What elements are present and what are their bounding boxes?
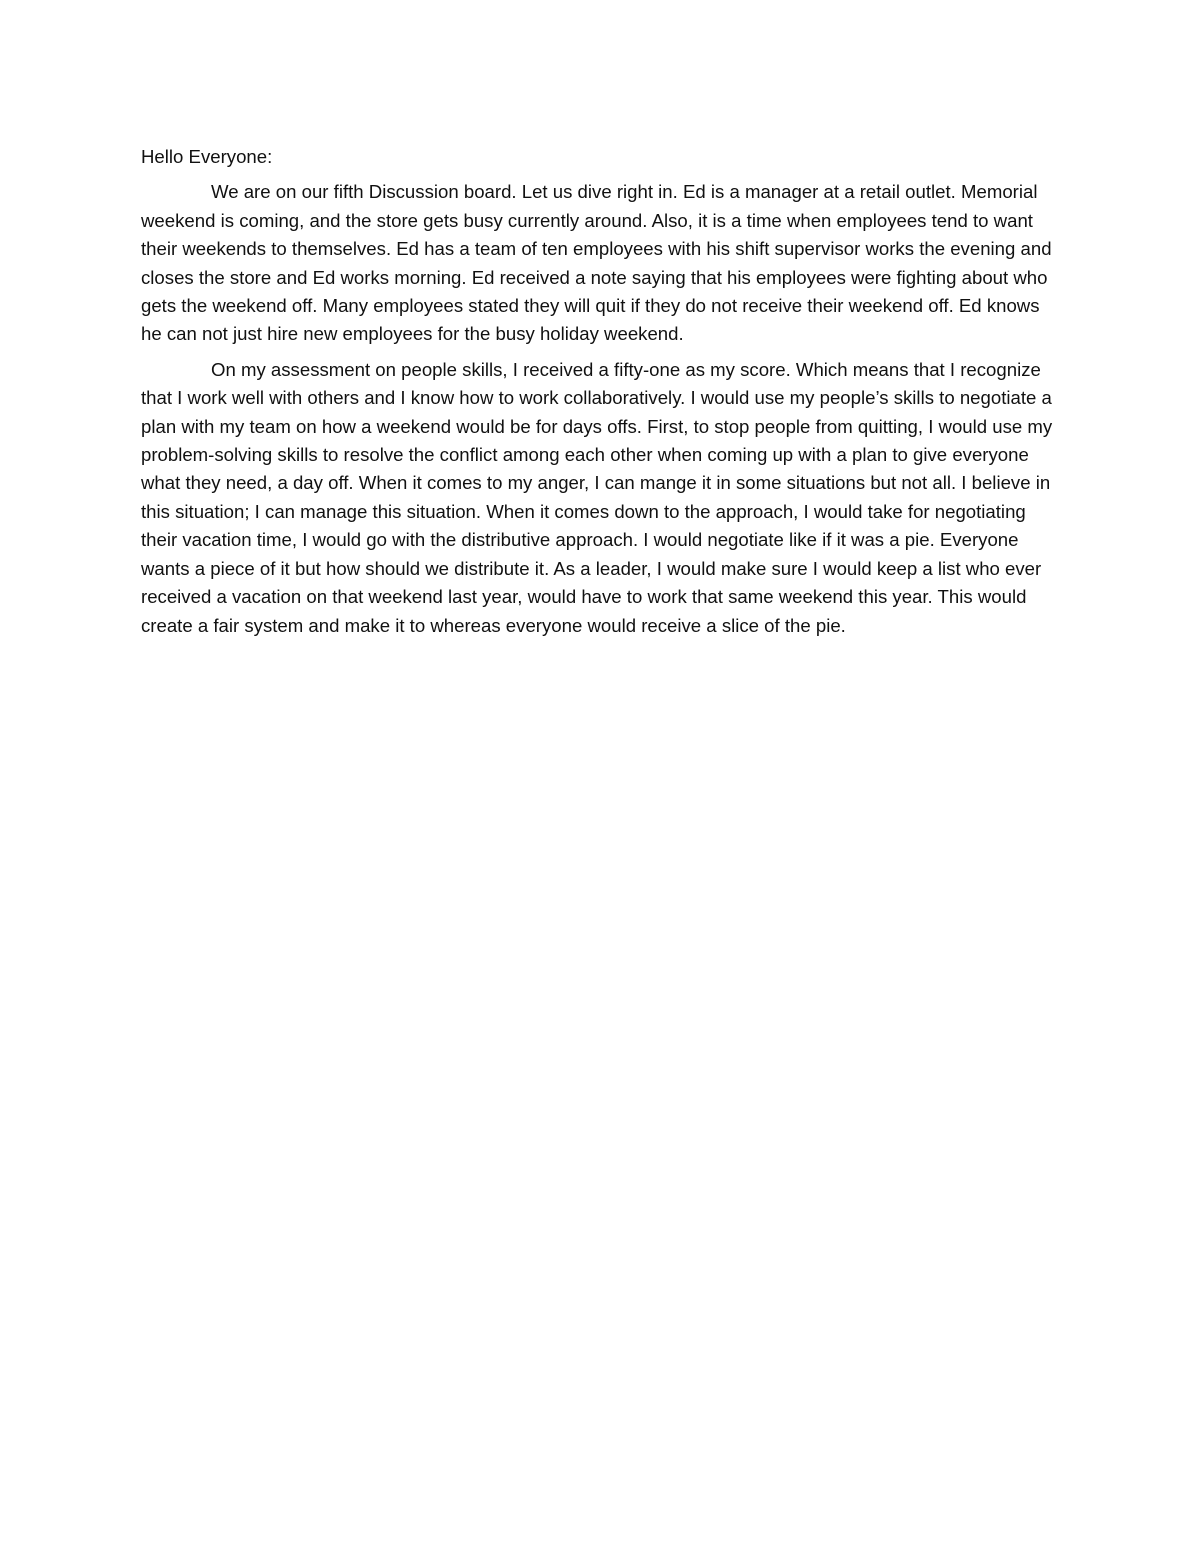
paragraph-assessment: On my assessment on people skills, I received a fifty-one as my score. Which means that I recognize that I work well with others and I know how to work collaboratively. I would use my people’s skills to negotiate a plan with my team on how a weekend would be for days offs. First, to stop people from quitting, I would use my problem-solving skills to resolve the conflict among each other when coming up with a plan to give everyone what they need, a day off. When it comes to my anger, I can mange it in some situations but not all. I believe in this situation; I can manage this situation. When it comes down to the approach, I would take for negotiating their vacation time, I would go with the distributive approach. I would negotiate like if it was a pie. Everyone wants a piece of it but how should we distribute it. As a leader, I would make sure I would keep a list who ever received a vacation on that weekend last year, would have to work that same weekend this year. This would create a fair system and make it to whereas everyone would receive a slice of the pie. — [141, 358, 1053, 636]
paragraph-scenario: We are on our fifth Discussion board. Let us dive right in. Ed is a manager at a retail outlet. Memorial weekend is coming, and the store gets busy currently around. Also, it is a time when employees tend to want their weekends to themselves. Ed has a team of ten employees with his shift supervisor works the evening and closes the store and Ed works morning. Ed received a note saying that his employees were fighting about who gets the weekend off. Many employees stated they will quit if they do not receive their weekend off. Ed knows he can not just hire new employees for the busy holiday weekend. — [141, 181, 1052, 345]
document-body — [141, 143, 1061, 647]
greeting-line: Hello Everyone: — [141, 146, 273, 167]
